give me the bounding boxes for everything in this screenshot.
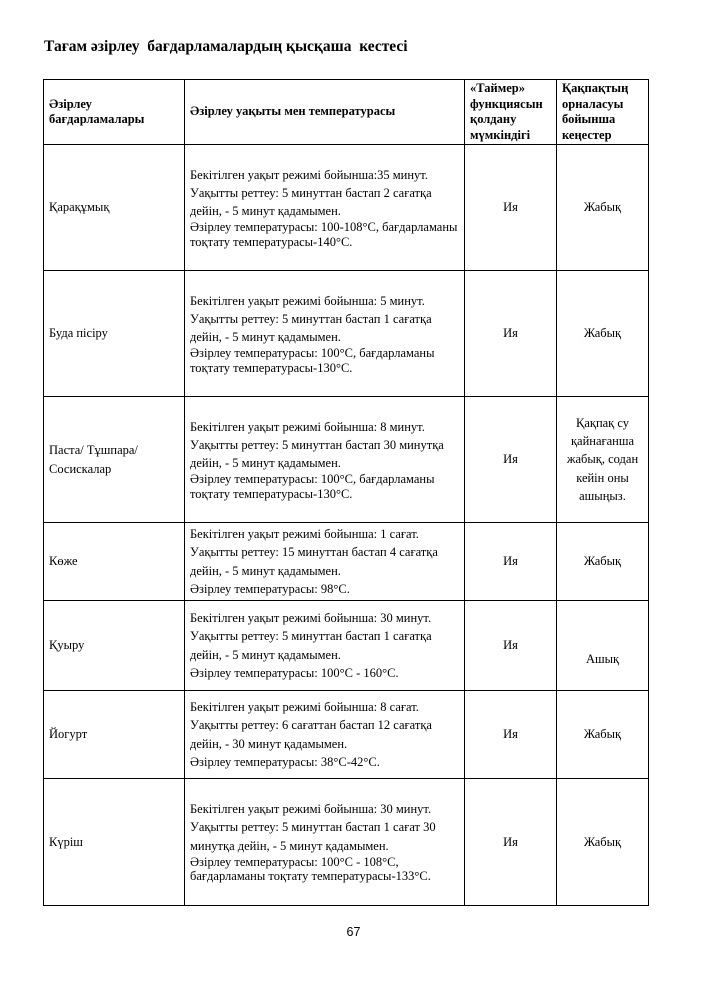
desc-time-adjust: Уақытты реттеу: 15 минуттан бастап 4 сағатқа дейін, - 5 минут қадамымен. xyxy=(190,545,438,578)
timer-availability: Ия xyxy=(465,145,557,271)
programs-table xyxy=(43,79,649,906)
timer-availability: Ия xyxy=(465,397,557,523)
program-name: Паста/ Тұшпара/ Сосискалар xyxy=(44,397,185,523)
header-program: Әзірлеу бағдарламалары xyxy=(44,80,185,145)
program-name: Йогурт xyxy=(44,691,185,779)
program-description xyxy=(185,523,465,601)
program-name: Буда пісіру xyxy=(44,271,185,397)
program-name: Көже xyxy=(44,523,185,601)
timer-availability: Ия xyxy=(465,779,557,906)
desc-time-adjust: Уақытты реттеу: 5 минуттан бастап 2 сағатқа дейін, - 5 минут қадамымен. xyxy=(190,185,432,219)
page-title: Тағам әзірлеу бағдарламалардың қысқаша кестесі xyxy=(44,38,408,55)
program-name: Қуыру xyxy=(44,601,185,691)
lid-advice: Жабық xyxy=(557,271,649,397)
header-time-temp: Әзірлеу уақыты мен температурасы xyxy=(185,80,465,145)
table-row xyxy=(44,523,649,601)
desc-fixed-time: Бекітілген уақыт режимі бойынша: 30 минут. xyxy=(190,802,432,817)
desc-temperature: Әзірлеу температурасы: 100°С - 108°С, бағдарламаны тоқтату температурасы-133°С. xyxy=(190,854,431,884)
timer-availability: Ия xyxy=(465,523,557,601)
lid-advice: Жабық xyxy=(557,779,649,906)
timer-availability: Ия xyxy=(465,271,557,397)
lid-advice: Жабық xyxy=(557,523,649,601)
lid-advice: Ашық xyxy=(557,601,649,691)
table-row xyxy=(44,397,649,523)
desc-temperature: Әзірлеу температурасы: 38°С-42°С. xyxy=(190,754,380,769)
table-row xyxy=(44,145,649,271)
desc-time-adjust: Уақытты реттеу: 6 сағаттан бастап 12 сағатқа дейін, - 30 минут қадамымен. xyxy=(190,718,432,751)
table-row xyxy=(44,271,649,397)
program-name: Қарақұмық xyxy=(44,145,185,271)
desc-time-adjust: Уақытты реттеу: 5 минуттан бастап 1 сағатқа дейін, - 5 минут қадамымен. xyxy=(190,311,432,345)
table-header-row xyxy=(44,80,649,145)
desc-fixed-time: Бекітілген уақыт режимі бойынша:35 минут. xyxy=(190,167,428,182)
lid-advice: Қақпақ су қайнағанша жабық, содан кейін оны ашыңыз. xyxy=(557,397,649,523)
program-description xyxy=(185,397,465,523)
timer-availability: Ия xyxy=(465,691,557,779)
desc-fixed-time: Бекітілген уақыт режимі бойынша: 8 минут. xyxy=(190,419,425,434)
program-name: Күріш xyxy=(44,779,185,906)
program-description xyxy=(185,271,465,397)
timer-availability: Ия xyxy=(465,601,557,691)
desc-time-adjust: Уақытты реттеу: 5 минуттан бастап 1 сағатқа дейін, - 5 минут қадамымен. xyxy=(190,629,432,662)
desc-time-adjust: Уақытты реттеу: 5 минуттан бастап 1 сағат 30 минутқа дейін, - 5 минут қадамымен. xyxy=(190,820,436,853)
header-lid: Қақпақтың орналасуы бойынша кеңестер xyxy=(557,80,649,145)
desc-time-adjust: Уақытты реттеу: 5 минуттан бастап 30 минутқа дейін, - 5 минут қадамымен. xyxy=(190,437,444,471)
desc-temperature: Әзірлеу температурасы: 100-108°С, бағдарламаны тоқтату температурасы-140°С. xyxy=(190,220,458,249)
desc-temperature: Әзірлеу температурасы: 100°С, бағдарламаны тоқтату температурасы-130°С. xyxy=(190,346,435,375)
desc-fixed-time: Бекітілген уақыт режимі бойынша: 8 сағат. xyxy=(190,700,419,715)
program-description xyxy=(185,691,465,779)
table-row xyxy=(44,601,649,691)
lid-advice: Жабық xyxy=(557,145,649,271)
program-description xyxy=(185,601,465,691)
desc-fixed-time: Бекітілген уақыт режимі бойынша: 30 минут. xyxy=(190,611,432,626)
table-row xyxy=(44,691,649,779)
program-description xyxy=(185,779,465,906)
page-number: 67 xyxy=(346,925,361,939)
lid-advice: Жабық xyxy=(557,691,649,779)
header-timer: «Таймер» функциясын қолдану мүмкіндігі xyxy=(465,80,557,145)
table-row xyxy=(44,779,649,906)
desc-fixed-time: Бекітілген уақыт режимі бойынша: 1 сағат. xyxy=(190,527,419,542)
desc-fixed-time: Бекітілген уақыт режимі бойынша: 5 минут. xyxy=(190,293,425,308)
desc-temperature: Әзірлеу температурасы: 100°С, бағдарламаны тоқтату температурасы-130°С. xyxy=(190,472,435,501)
program-description xyxy=(185,145,465,271)
desc-temperature: Әзірлеу температурасы: 100°С - 160°С. xyxy=(190,665,399,680)
desc-temperature: Әзірлеу температурасы: 98°С. xyxy=(190,581,350,596)
